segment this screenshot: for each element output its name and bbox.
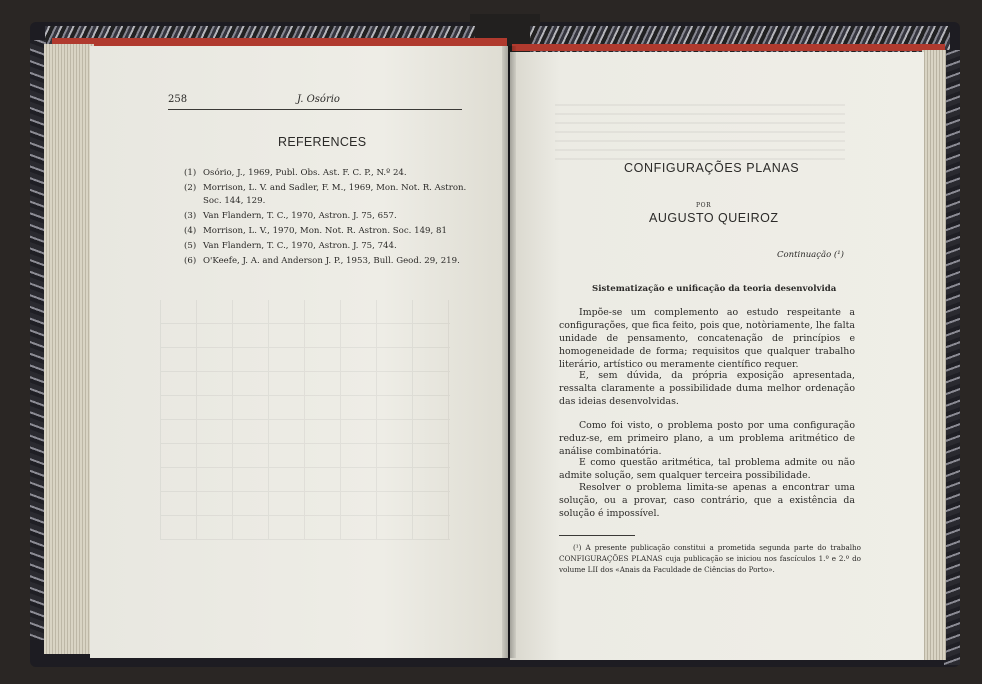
reference-text: Van Flandern, T. C., 1970, Astron. J. 75, 657. bbox=[203, 210, 397, 221]
reference-item bbox=[184, 167, 474, 180]
reference-number: (4) bbox=[184, 225, 197, 236]
references-title: REFERENCES bbox=[278, 135, 367, 149]
reference-item bbox=[184, 255, 474, 268]
reference-number: (6) bbox=[184, 255, 197, 266]
page-number: 258 bbox=[168, 94, 188, 105]
reference-item bbox=[184, 225, 474, 238]
article-author: AUGUSTO QUEIROZ bbox=[649, 211, 779, 225]
reference-text: Osório, J., 1969, Publ. Obs. Ast. F. C. P., N.º 24. bbox=[203, 168, 407, 178]
reference-number: (1) bbox=[184, 168, 197, 178]
red-page-edge-right bbox=[512, 44, 945, 51]
body-paragraph: Resolver o problema limita-se apenas a encontrar uma solução, ou a provar, caso contrário, que a existência da solução é impossível. bbox=[559, 482, 855, 519]
body-paragraph: E, sem dúvida, da própria exposição apresentada, ressalta claramente a possibilidade duma melhor ordenação das ideias desenvolvidas. bbox=[559, 370, 855, 407]
book-gutter bbox=[502, 46, 516, 658]
body-paragraph: Como foi visto, o problema posto por uma configuração reduz-se, em primeiro plano, a um problema aritmético de análise combinatória. bbox=[559, 420, 855, 457]
reference-number: (5) bbox=[184, 240, 197, 251]
reference-text: O'Keefe, J. A. and Anderson J. P., 1953, Bull. Geod. 29, 219. bbox=[203, 255, 460, 266]
page-stack-right bbox=[922, 50, 946, 660]
reference-number: (3) bbox=[184, 210, 197, 221]
byline-por: POR bbox=[696, 202, 712, 209]
marbled-side-right bbox=[944, 50, 960, 665]
footnote: (¹) A presente publicação constitui a prometida segunda parte do trabalho CONFIGURAÇÕES PLANAS cuja publicação se iniciou nos fascículos 1.º e 2.º do volume LII dos «Anais da Faculdade de Ciências do Porto». bbox=[559, 543, 861, 574]
footnote-rule bbox=[559, 535, 635, 536]
article-title: CONFIGURAÇÕES PLANAS bbox=[624, 161, 800, 175]
reference-item bbox=[184, 210, 474, 223]
body-paragraph: E como questão aritmética, tal problema admite ou não admite solução, sem qualquer terceira possibilidade. bbox=[559, 457, 855, 481]
reference-text: Morrison, L. V. and Sadler, F. M., 1969, Mon. Not. R. Astron. Soc. 144, 129. bbox=[203, 183, 467, 206]
header-rule bbox=[168, 109, 462, 110]
reference-text: Van Flandern, T. C., 1970, Astron. J. 75, 744. bbox=[203, 240, 397, 251]
reference-item bbox=[184, 240, 474, 253]
running-head: J. Osório bbox=[297, 94, 340, 105]
section-heading: Sistematização e unificação da teoria desenvolvida bbox=[592, 284, 837, 294]
show-through-table bbox=[160, 300, 450, 540]
reference-number: (2) bbox=[184, 183, 197, 193]
page-stack-left bbox=[44, 44, 94, 654]
red-page-edge-left bbox=[52, 38, 507, 46]
continuation-note: Continuação (¹) bbox=[777, 250, 844, 260]
show-through-text bbox=[555, 100, 845, 160]
reference-item bbox=[184, 182, 474, 207]
reference-text: Morrison, L. V., 1970, Mon. Not. R. Astron. Soc. 149, 81 bbox=[203, 225, 447, 236]
references-list bbox=[184, 167, 474, 270]
body-paragraph: Impõe-se um complemento ao estudo respeitante a configurações, que fica feito, pois que, notòriamente, lhe falta unidade de pensamento, concatenação de princípios e homogeneidade de forma; requisitos que qualquer trabalho literário, artístico ou meramente científico requer. bbox=[559, 307, 855, 370]
